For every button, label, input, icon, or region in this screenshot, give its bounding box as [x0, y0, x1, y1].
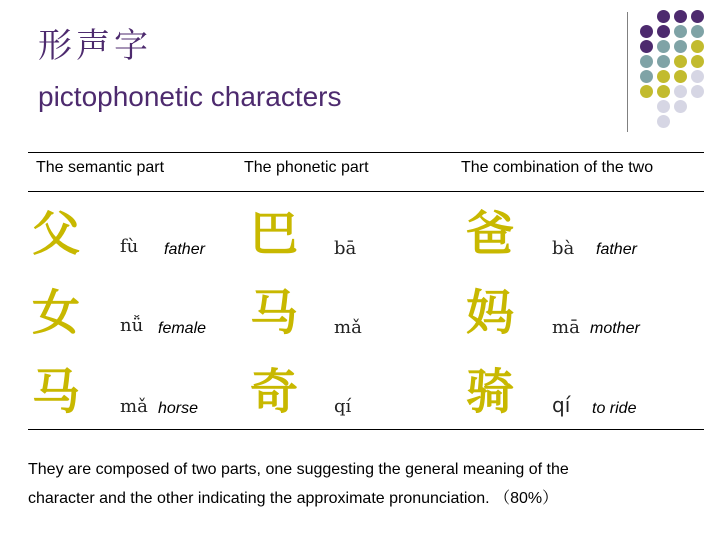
- header-phonetic: The phonetic part: [244, 159, 369, 176]
- phonetic-pinyin: mǎ: [334, 317, 362, 338]
- decorative-dot: [640, 85, 653, 98]
- slide-title-chinese: 形声字: [38, 26, 152, 66]
- decorative-dot: [674, 100, 687, 113]
- decorative-dot: [674, 70, 687, 83]
- semantic-pinyin: mǎ: [120, 396, 148, 417]
- decorative-dot: [657, 115, 670, 128]
- combined-meaning: mother: [590, 320, 640, 337]
- decorative-dot: [640, 25, 653, 38]
- explanation-line-1: They are composed of two parts, one suggesting the general meaning of the: [28, 461, 569, 478]
- combined-character: 爸: [466, 206, 515, 262]
- decorative-dot: [674, 55, 687, 68]
- decorative-dot: [691, 85, 704, 98]
- decorative-dot: [691, 55, 704, 68]
- table-bottom-border: [28, 429, 704, 430]
- combined-pinyin: mā: [552, 317, 580, 338]
- decorative-dot: [640, 55, 653, 68]
- combined-character: 骑: [466, 364, 515, 420]
- character-table: [28, 152, 704, 430]
- phonetic-character: 奇: [250, 364, 299, 420]
- semantic-meaning: horse: [158, 400, 199, 417]
- semantic-character: 父: [32, 206, 81, 262]
- decorative-dot-grid: [640, 10, 718, 140]
- decorative-dot: [657, 100, 670, 113]
- decorative-dot: [657, 25, 670, 38]
- semantic-pinyin: fù: [120, 236, 139, 257]
- decorative-dot: [691, 70, 704, 83]
- decorative-divider: [627, 12, 628, 132]
- decorative-dot: [691, 25, 704, 38]
- combined-pinyin: bà: [552, 238, 575, 259]
- header-semantic: The semantic part: [36, 159, 165, 176]
- slide-title-english: pictophonetic characters: [38, 81, 342, 112]
- decorative-dot: [674, 10, 687, 23]
- semantic-pinyin: nǚ: [120, 315, 144, 336]
- decorative-dot: [657, 40, 670, 53]
- header-combination: The combination of the two: [461, 159, 654, 176]
- decorative-dot: [657, 55, 670, 68]
- decorative-dot: [640, 40, 653, 53]
- table-header-border: [28, 191, 704, 192]
- combined-meaning: to ride: [592, 400, 637, 417]
- semantic-meaning: father: [164, 241, 205, 258]
- phonetic-pinyin: bā: [334, 238, 357, 259]
- phonetic-pinyin: qí: [334, 396, 352, 417]
- decorative-dot: [657, 85, 670, 98]
- decorative-dot: [674, 85, 687, 98]
- decorative-dot: [674, 40, 687, 53]
- decorative-dot: [657, 10, 670, 23]
- decorative-dot: [691, 10, 704, 23]
- decorative-dot: [674, 25, 687, 38]
- combined-meaning: father: [596, 241, 637, 258]
- semantic-meaning: female: [158, 320, 207, 337]
- combined-character: 妈: [466, 285, 515, 341]
- explanation-line-2: character and the other indicating the approximate pronunciation. （80%）: [28, 490, 559, 507]
- decorative-dot: [640, 70, 653, 83]
- semantic-character: 马: [32, 364, 81, 420]
- phonetic-character: 巴: [250, 206, 299, 262]
- decorative-dot: [691, 40, 704, 53]
- table-top-border: [28, 152, 704, 153]
- decorative-dot: [657, 70, 670, 83]
- phonetic-character: 马: [250, 285, 299, 341]
- semantic-character: 女: [32, 285, 81, 341]
- combined-pinyin: qí: [552, 393, 571, 417]
